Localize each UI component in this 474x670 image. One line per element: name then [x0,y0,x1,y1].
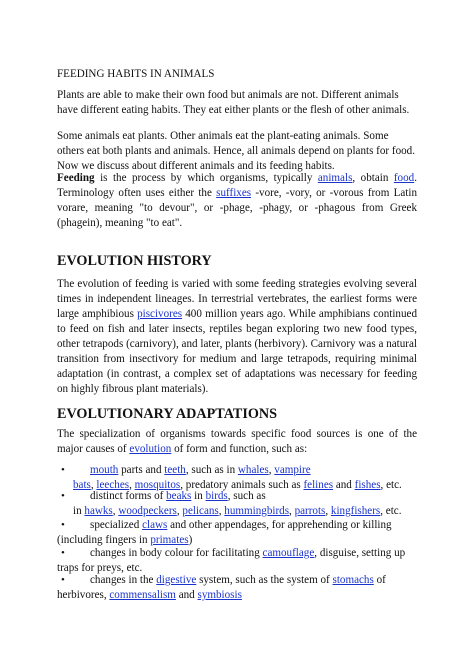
bullet-icon: • [61,547,65,559]
link-parrots[interactable]: parrots [294,505,326,517]
link-bats[interactable]: bats [73,479,91,491]
text: and other appendages, for apprehending or killing [167,519,392,531]
text: (including fingers in [57,534,151,546]
text: system, such as the system of [196,574,333,586]
text: The specialization of organisms towards specific food sources is one of the major causes of [57,428,417,455]
bullet-line: traps for preys, etc. [57,562,143,574]
text: and [175,589,198,601]
text: changes in body colour for facilitating [90,547,263,559]
link-birds[interactable]: birds [205,490,228,502]
text: in [73,505,85,517]
text: The evolution of feeding is varied with some feeding strategies evolving several times in independent lineages. In terrestrial vertebrates, the earliest forms were large amphibious [57,278,417,320]
bullet-line [57,588,242,603]
link-camouflage[interactable]: camouflage [262,547,315,559]
text: of [373,574,386,586]
bullet-icon: • [61,490,65,502]
link-commensalism[interactable]: commensalism [109,589,176,601]
link-primates[interactable]: primates [150,534,189,546]
link-claws[interactable]: claws [142,519,168,531]
bullet-item [57,518,417,548]
bullet-line [90,546,405,561]
text: , etc. [380,479,402,491]
bullet-line [90,489,266,504]
link-whales[interactable]: whales [237,464,269,476]
text: -vore, -vory, or -vorous from Latin vorare, meaning "to devour", or -phage, -phagy, or -phagous from Greek (phagein), meaning "to eat". [57,187,417,229]
text: parts and [118,464,165,476]
link-beaks[interactable]: beaks [166,490,192,502]
bullet-line [73,504,402,519]
link-felines[interactable]: felines [303,479,334,491]
text: and [333,479,355,491]
link-digestive[interactable]: digestive [156,574,197,586]
bullet-item [57,489,417,519]
intro-paragraph-2: Some animals eat plants. Other animals eat the plant-eating animals. Some others eat both plants and animals. Hence, all animals depend on plants for food. Now we discuss about different animals and its feeding habits. [57,130,415,172]
text: in [191,490,206,502]
link-woodpeckers[interactable]: woodpeckers [118,505,177,517]
link-mouth[interactable]: mouth [90,464,119,476]
feeding-definition-paragraph [57,171,417,231]
link-piscivores[interactable]: piscivores [137,308,183,320]
text: ) [188,534,193,546]
text: , etc. [380,505,402,517]
text: , [112,505,119,517]
link-teeth[interactable]: teeth [164,464,186,476]
text: 400 million years ago. While amphibians continued to feed on fish and later insects, reptiles began exploring two new food types, other tetrapods (carnivory), and later, plants (herbivory). Carnivory was a natural transition from insectivory for medium and large tetrapods, requiring minimal adaptation (in contrast, a complex set of adaptations was necessary for feeding on highly fibrous plant materials). [57,308,417,395]
evolution-history-heading: EVOLUTION HISTORY [57,253,212,269]
intro-paragraph-1: Plants are able to make their own food but animals are not. Different animals have different eating habits. They eat either plants or the flesh of other animals. [57,89,410,116]
link-evolution[interactable]: evolution [129,443,172,455]
link-leeches[interactable]: leeches [96,479,130,491]
text: , [129,479,135,491]
text: , obtain [352,172,394,184]
link-mosquitos[interactable]: mosquitos [134,479,181,491]
link-vampire[interactable]: vampire [274,464,311,476]
bullet-line [90,573,386,588]
text: , such as in [185,464,238,476]
document-title: FEEDING HABITS IN ANIMALS [57,68,215,80]
text: , disguise, setting up [314,547,406,559]
bullet-item [57,546,417,576]
text: , [325,505,331,517]
text: specialized [90,519,143,531]
evolution-paragraph [57,277,417,397]
bullet-icon: • [61,519,65,531]
link-hawks[interactable]: hawks [84,505,113,517]
feeding-term: Feeding [57,172,95,184]
text: , [268,464,275,476]
link-symbiosis[interactable]: symbiosis [197,589,242,601]
bullet-icon: • [61,574,65,586]
text: , [218,505,225,517]
bullet-line [90,518,392,533]
link-stomachs[interactable]: stomachs [332,574,374,586]
text: , such as [227,490,266,502]
link-hummingbirds[interactable]: hummingbirds [224,505,290,517]
evolutionary-adaptations-heading: EVOLUTIONARY ADAPTATIONS [57,406,278,422]
bullet-item [57,573,417,603]
text: , [176,505,183,517]
link-suffixes[interactable]: suffixes [216,187,252,199]
text: is the process by which organisms, typically [94,172,318,184]
text: , predatory animals such as [180,479,304,491]
text: . Terminology often uses either the [57,172,417,199]
link-kingfishers[interactable]: kingfishers [330,505,381,517]
bullet-icon: • [61,464,65,476]
text: changes in the [90,574,157,586]
link-pelicans[interactable]: pelicans [182,505,219,517]
text: distinct forms of [90,490,167,502]
link-fishes[interactable]: fishes [354,479,381,491]
text: , [90,479,97,491]
bullet-line [90,463,311,478]
link-animals[interactable]: animals [317,172,353,184]
text: , [289,505,295,517]
adaptations-intro-paragraph [57,427,417,457]
text: of form and function, such as: [171,443,308,455]
text: herbivores, [57,589,110,601]
link-food[interactable]: food [393,172,415,184]
